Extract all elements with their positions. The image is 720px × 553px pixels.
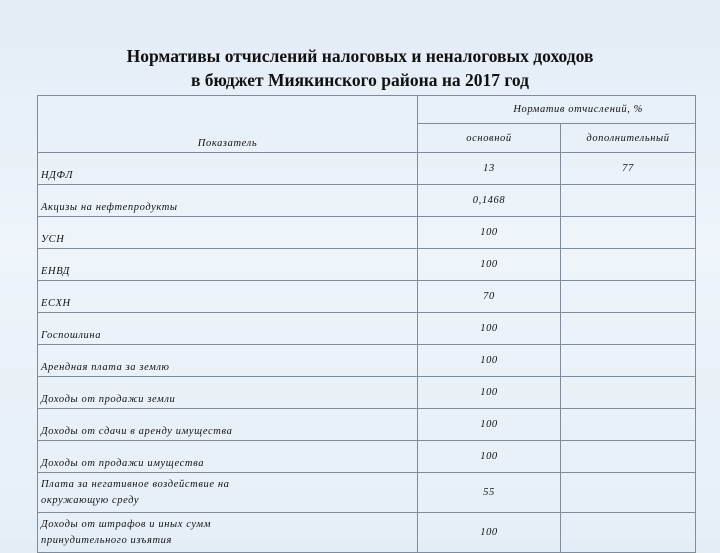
- row-additional: [561, 441, 696, 473]
- row-name: Госпошлина: [38, 313, 418, 345]
- table-row: [38, 217, 696, 249]
- row-additional: [561, 281, 696, 313]
- row-additional: [561, 217, 696, 249]
- row-main: 0,1468: [418, 185, 561, 217]
- table-row: [38, 473, 696, 513]
- row-name-line-2: принудительного изъятия: [41, 535, 172, 546]
- table-row: [38, 185, 696, 217]
- row-name: Арендная плата за землю: [38, 345, 418, 377]
- table-row: [38, 153, 696, 185]
- row-name: [38, 513, 418, 553]
- row-additional: [561, 249, 696, 281]
- table-row: [38, 409, 696, 441]
- row-name: УСН: [38, 217, 418, 249]
- normatives-table: [37, 95, 696, 553]
- row-main: 13: [418, 153, 561, 185]
- table-row: [38, 249, 696, 281]
- row-additional: [561, 513, 696, 553]
- row-main: 55: [418, 473, 561, 513]
- row-name: Доходы от продажи земли: [38, 377, 418, 409]
- row-additional: [561, 473, 696, 513]
- row-name: [38, 473, 418, 513]
- row-name: Доходы от сдачи в аренду имущества: [38, 409, 418, 441]
- row-main: 100: [418, 345, 561, 377]
- title-line-1: Нормативы отчислений налоговых и неналоговых доходов: [126, 46, 594, 66]
- row-main: 100: [418, 409, 561, 441]
- row-additional: [561, 377, 696, 409]
- row-main: 100: [418, 513, 561, 553]
- row-main: 70: [418, 281, 561, 313]
- row-main: 100: [418, 377, 561, 409]
- page-title: [0, 44, 720, 92]
- table-row: [38, 345, 696, 377]
- table-row: [38, 281, 696, 313]
- table-row: [38, 441, 696, 473]
- table-row: [38, 513, 696, 553]
- row-main: 100: [418, 249, 561, 281]
- table-row: [38, 313, 696, 345]
- row-main: 100: [418, 441, 561, 473]
- row-name-line-1: Плата за негативное воздействие на: [41, 479, 230, 490]
- header-main: основной: [418, 124, 561, 153]
- row-additional: [561, 313, 696, 345]
- row-name-line-2: окружающую среду: [41, 495, 140, 506]
- row-additional: [561, 345, 696, 377]
- header-additional: дополнительный: [561, 124, 696, 153]
- header-row: [38, 96, 696, 124]
- title-line-2: в бюджет Миякинского района на 2017 год: [190, 70, 530, 90]
- row-name: Доходы от продажи имущества: [38, 441, 418, 473]
- row-additional: [561, 409, 696, 441]
- table-row: [38, 377, 696, 409]
- row-name-line-1: Доходы от штрафов и иных сумм: [41, 519, 212, 530]
- row-main: 100: [418, 217, 561, 249]
- header-indicator: Показатель: [38, 96, 418, 153]
- row-name: Акцизы на нефтепродукты: [38, 185, 418, 217]
- row-name: ЕСХН: [38, 281, 418, 313]
- header-normative: Норматив отчислений, %: [418, 96, 696, 124]
- row-additional: [561, 185, 696, 217]
- row-name: ЕНВД: [38, 249, 418, 281]
- row-additional: 77: [561, 153, 696, 185]
- row-main: 100: [418, 313, 561, 345]
- row-name: НДФЛ: [38, 153, 418, 185]
